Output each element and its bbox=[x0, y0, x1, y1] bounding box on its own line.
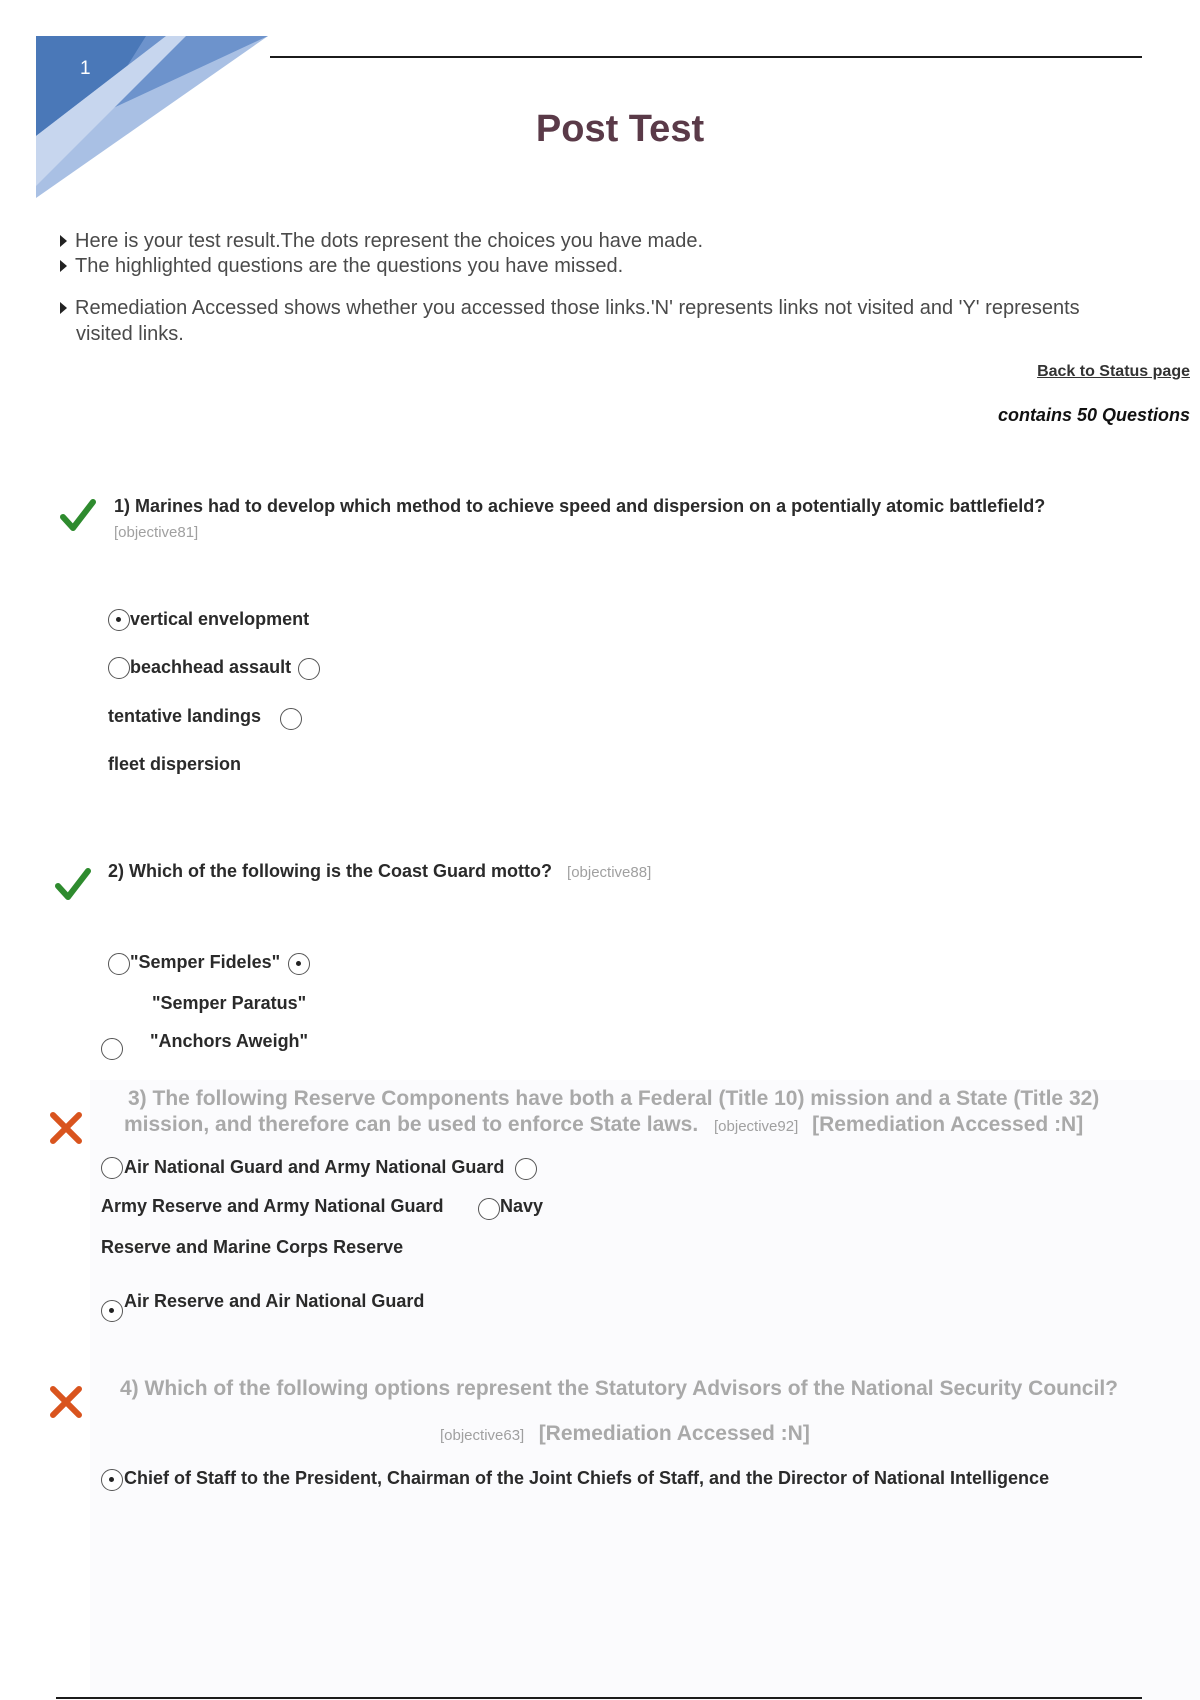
option-label: "Semper Paratus" bbox=[152, 993, 307, 1013]
radio-option[interactable] bbox=[108, 609, 130, 631]
top-rule bbox=[270, 56, 1142, 58]
remediation-status: [Remediation Accessed :N] bbox=[538, 1422, 810, 1445]
question-1-text: 1) Marines had to develop which method to achieve speed and dispersion on a potentially atomic battlefield? bbox=[114, 496, 1046, 516]
bottom-rule bbox=[56, 1697, 1142, 1699]
radio-option[interactable] bbox=[101, 1038, 123, 1060]
bullet-icon bbox=[60, 302, 67, 314]
radio-option[interactable] bbox=[108, 953, 130, 975]
remediation-status: [Remediation Accessed :N] bbox=[812, 1113, 1084, 1136]
option-label: "Anchors Aweigh" bbox=[150, 1031, 309, 1051]
instruction-item: Here is your test result.The dots represent the choices you have made. bbox=[60, 228, 703, 254]
question-3-objective: [objective92] bbox=[714, 1118, 799, 1135]
question-4-meta bbox=[440, 1422, 810, 1446]
radio-option[interactable] bbox=[280, 708, 302, 730]
question-4-objective: [objective63] bbox=[440, 1427, 525, 1444]
option-label: Navy bbox=[500, 1196, 544, 1216]
option-label: beachhead assault bbox=[130, 657, 292, 677]
radio-option[interactable] bbox=[288, 953, 310, 975]
radio-option[interactable] bbox=[101, 1469, 123, 1491]
cross-icon bbox=[48, 1110, 84, 1146]
radio-option[interactable] bbox=[515, 1158, 537, 1180]
question-2-text: 2) Which of the following is the Coast Guard motto? [objective88] bbox=[108, 861, 652, 881]
cross-icon bbox=[48, 1384, 84, 1420]
radio-option[interactable] bbox=[298, 658, 320, 680]
radio-option[interactable] bbox=[101, 1300, 123, 1322]
option-label: fleet dispersion bbox=[108, 754, 242, 774]
option-label: Chief of Staff to the President, Chairman of the Joint Chiefs of Staff, and the Director of National Intelligence bbox=[124, 1468, 1050, 1488]
page-number: 1 bbox=[80, 58, 91, 79]
page-title: Post Test bbox=[535, 108, 705, 150]
question-3-text-line1: 3) The following Reserve Components have both a Federal (Title 10) mission and a State (Title 32) bbox=[128, 1087, 1100, 1110]
question-3-text-line2: mission, and therefore can be used to enforce State laws. [objective92] [Remediation Accessed :N] bbox=[124, 1113, 1084, 1136]
radio-option[interactable] bbox=[478, 1198, 500, 1220]
question-4-text: 4) Which of the following options represent the Statutory Advisors of the National Security Council? bbox=[120, 1377, 1118, 1400]
question-1-objective: [objective81] bbox=[114, 524, 199, 541]
question-count: contains 50 Questions bbox=[997, 405, 1190, 425]
check-icon bbox=[60, 498, 96, 534]
question-2-objective: [objective88] bbox=[567, 864, 652, 881]
back-to-status-link[interactable]: Back to Status page bbox=[1037, 363, 1190, 380]
option-label: Air Reserve and Air National Guard bbox=[124, 1291, 425, 1311]
radio-option[interactable] bbox=[108, 657, 130, 679]
bullet-icon bbox=[60, 235, 67, 247]
instruction-item: The highlighted questions are the questions you have missed. bbox=[60, 253, 623, 279]
instruction-item: Remediation Accessed shows whether you accessed those links.'N' represents links not visited and 'Y' represents visited links. bbox=[60, 295, 1136, 347]
option-label: Reserve and Marine Corps Reserve bbox=[101, 1237, 404, 1257]
radio-option[interactable] bbox=[101, 1157, 123, 1179]
option-label: "Semper Fideles" bbox=[130, 952, 281, 972]
option-label: Army Reserve and Army National Guard bbox=[101, 1196, 444, 1216]
option-label: vertical envelopment bbox=[130, 609, 310, 629]
corner-decoration bbox=[36, 36, 268, 198]
option-label: Air National Guard and Army National Guard bbox=[124, 1157, 505, 1177]
check-icon bbox=[55, 867, 91, 903]
option-label: tentative landings bbox=[108, 706, 262, 726]
bullet-icon bbox=[60, 260, 67, 272]
